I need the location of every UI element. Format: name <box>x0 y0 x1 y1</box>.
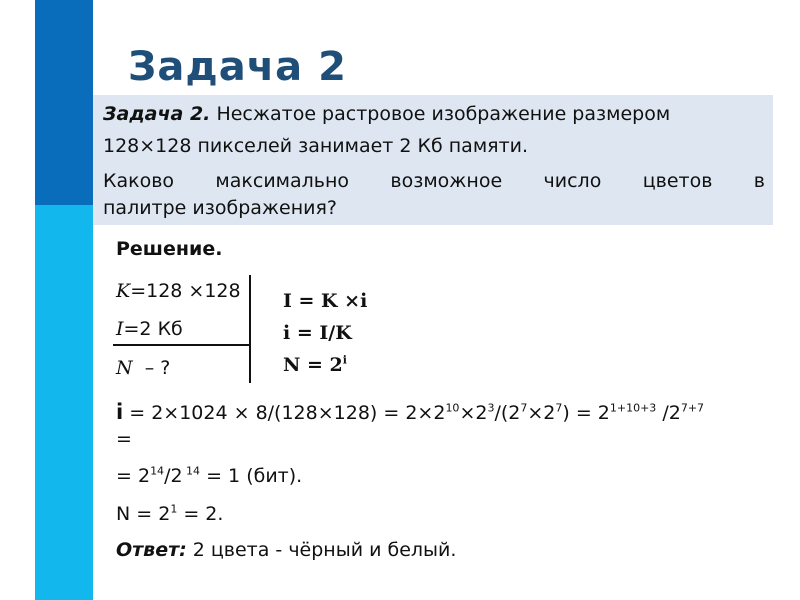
task-statement-box <box>93 95 773 225</box>
given-n <box>116 357 170 379</box>
calc-1-exp-2: 3 <box>487 401 495 415</box>
given-k <box>116 280 241 302</box>
slide-title: Задача 2 <box>128 44 347 90</box>
formula-3 <box>283 354 347 376</box>
calc-1-exp-5: 1+10+3 <box>609 401 657 415</box>
calc-3-b: = 2. <box>177 503 224 525</box>
calc-3-exp-1: 1 <box>170 502 178 516</box>
calc-2-b: /2 <box>164 465 183 487</box>
given-i-var: I <box>116 318 124 340</box>
calc-1-var: i <box>116 400 124 424</box>
answer-line <box>116 539 456 561</box>
calc-1-exp-3: 7 <box>520 401 528 415</box>
calc-1-d: ×2 <box>527 402 556 424</box>
calc-1-exp-4: 7 <box>555 401 563 415</box>
calc-1-a: = 2×1024 × 8/(128×128) = 2×2 <box>123 402 446 424</box>
given-divider-vertical <box>249 275 251 383</box>
calc-1-exp-6: 7+7 <box>680 401 705 415</box>
calc-line-3 <box>116 503 223 525</box>
calc-1-b: ×2 <box>459 402 488 424</box>
calc-2-exp-2: 14 <box>182 464 201 478</box>
task-text-1: Несжатое растровое изображение размером <box>210 103 671 125</box>
calc-line-2 <box>116 465 302 487</box>
calc-3-a: N = 2 <box>116 503 171 525</box>
calc-line-1 <box>116 400 704 424</box>
task-line-3: Каково максимально возможное число цветов в <box>103 170 765 192</box>
task-line-4: палитре изображения? <box>103 197 338 219</box>
task-line-2: 128×128 пикселей занимает 2 Кб памяти. <box>103 135 529 157</box>
given-k-value: =128 ×128 <box>130 280 241 302</box>
given-n-var: N <box>116 357 133 379</box>
solution-heading: Решение. <box>116 238 223 260</box>
task-label: Задача 2. <box>103 103 211 125</box>
decorative-bar-bottom <box>35 205 93 600</box>
given-i <box>116 318 183 340</box>
calc-1-c: /(2 <box>494 402 521 424</box>
calc-2-c: = 1 (бит). <box>200 465 303 487</box>
formula-1: I = K ×i <box>283 290 368 312</box>
calc-1-f: /2 <box>656 402 681 424</box>
given-divider-horizontal <box>113 344 250 346</box>
given-k-var: K <box>116 280 131 302</box>
calc-2-exp-1: 14 <box>150 464 165 478</box>
given-i-value: =2 Кб <box>123 318 183 340</box>
formula-3-base: N = 2 <box>283 354 343 376</box>
answer-label: Ответ: <box>116 539 187 561</box>
calc-line-1-cont: = <box>116 428 132 450</box>
calc-1-e: ) = 2 <box>562 402 610 424</box>
formula-2: i = I/K <box>283 322 352 344</box>
decorative-bar-top <box>35 0 93 205</box>
formula-3-exponent: i <box>342 353 347 367</box>
given-n-value: – ? <box>132 357 171 379</box>
answer-text: 2 цвета - чёрный и белый. <box>186 539 457 561</box>
calc-2-a: = 2 <box>116 465 151 487</box>
calc-1-exp-1: 10 <box>445 401 460 415</box>
task-line-1 <box>103 101 765 127</box>
